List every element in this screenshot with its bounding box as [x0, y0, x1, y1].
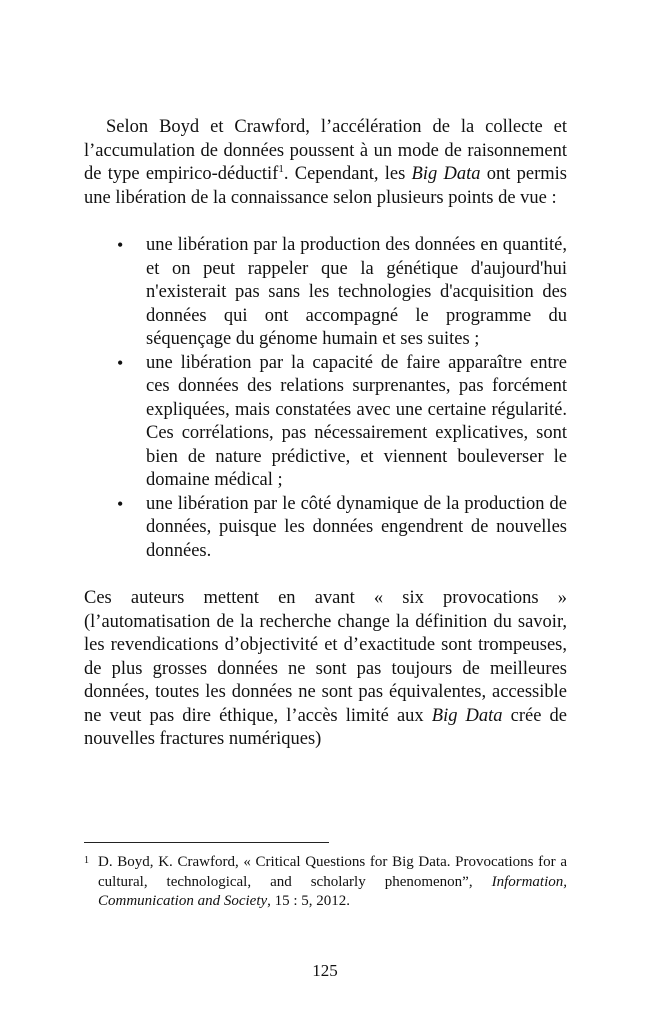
paragraph-intro-text-a: Selon Boyd et Crawford, l’accélération de la collecte et l’accumulation de données poussent à un mode de raisonnement de type empirico-déductif: [84, 117, 567, 184]
bullet-text: une libération par la capacité de faire apparaître entre ces données des relations surprenantes, pas forcément expliquées, mais constatées avec une certaine régularité. Ces corrélations, pas nécessairement explicatives, sont bien de nature prédictive, et viennent bouleverser le domaine médical ;: [146, 352, 567, 490]
footnote-text-a: D. Boyd, K. Crawford, « Critical Questions for Big Data. Provocations for a cultural, technological, and scholarly phenomenon”,: [98, 854, 567, 890]
footnote-divider: [84, 842, 329, 843]
bullet-list: [84, 234, 567, 563]
footnote-body: [84, 853, 567, 912]
footnote: [84, 853, 567, 912]
paragraph-intro-text-c: ont permis une libération de la connaissance selon plusieurs points de vue :: [84, 164, 567, 208]
bullet-icon: •: [117, 235, 124, 255]
paragraph-provocations-text-b: crée de nouvelles fractures numériques): [84, 705, 567, 749]
bullet-text: une libération par le côté dynamique de la production de données, puisque les données engendrent de nouvelles données.: [146, 493, 567, 561]
paragraph-provocations: [84, 587, 567, 752]
bullet-text: une libération par la production des données en quantité, et on peut rappeler que la génétique d'aujourd'hui n'existerait pas sans les technologies d'acquisition des données qui ont accompagné le programme du séquençage du génome humain et ses suites ;: [146, 235, 567, 349]
footnote-text-b: , 15 : 5, 2012.: [267, 893, 351, 909]
bullet-item: [117, 234, 567, 352]
footnote-number: 1: [84, 855, 89, 866]
footnote-reference[interactable]: 1: [278, 162, 284, 175]
bullet-item: [117, 352, 567, 493]
page-content: [84, 116, 567, 752]
paragraph-intro-italic: Big Data: [411, 164, 481, 184]
paragraph-provocations-text-a: Ces auteurs mettent en avant « six provocations » (l’automatisation de la recherche change la définition du savoir, les revendications d’objectivité et d’exactitude sont trompeuses, de plus grosses données ne sont pas toujours de meilleures données, toutes les données ne sont pas équivalentes, accessible ne veut pas dire éthique, l’accès limité aux: [84, 588, 567, 726]
paragraph-intro-text-b: . Cependant, les: [283, 164, 412, 184]
footnote-italic: Information, Communication and Society: [98, 873, 567, 909]
page-number: 125: [312, 961, 338, 980]
paragraph-intro: [84, 116, 567, 210]
bullet-icon: •: [117, 493, 124, 514]
paragraph-provocations-italic: Big Data: [431, 705, 503, 726]
bullet-icon: •: [117, 352, 124, 373]
bullet-item: [117, 493, 567, 564]
